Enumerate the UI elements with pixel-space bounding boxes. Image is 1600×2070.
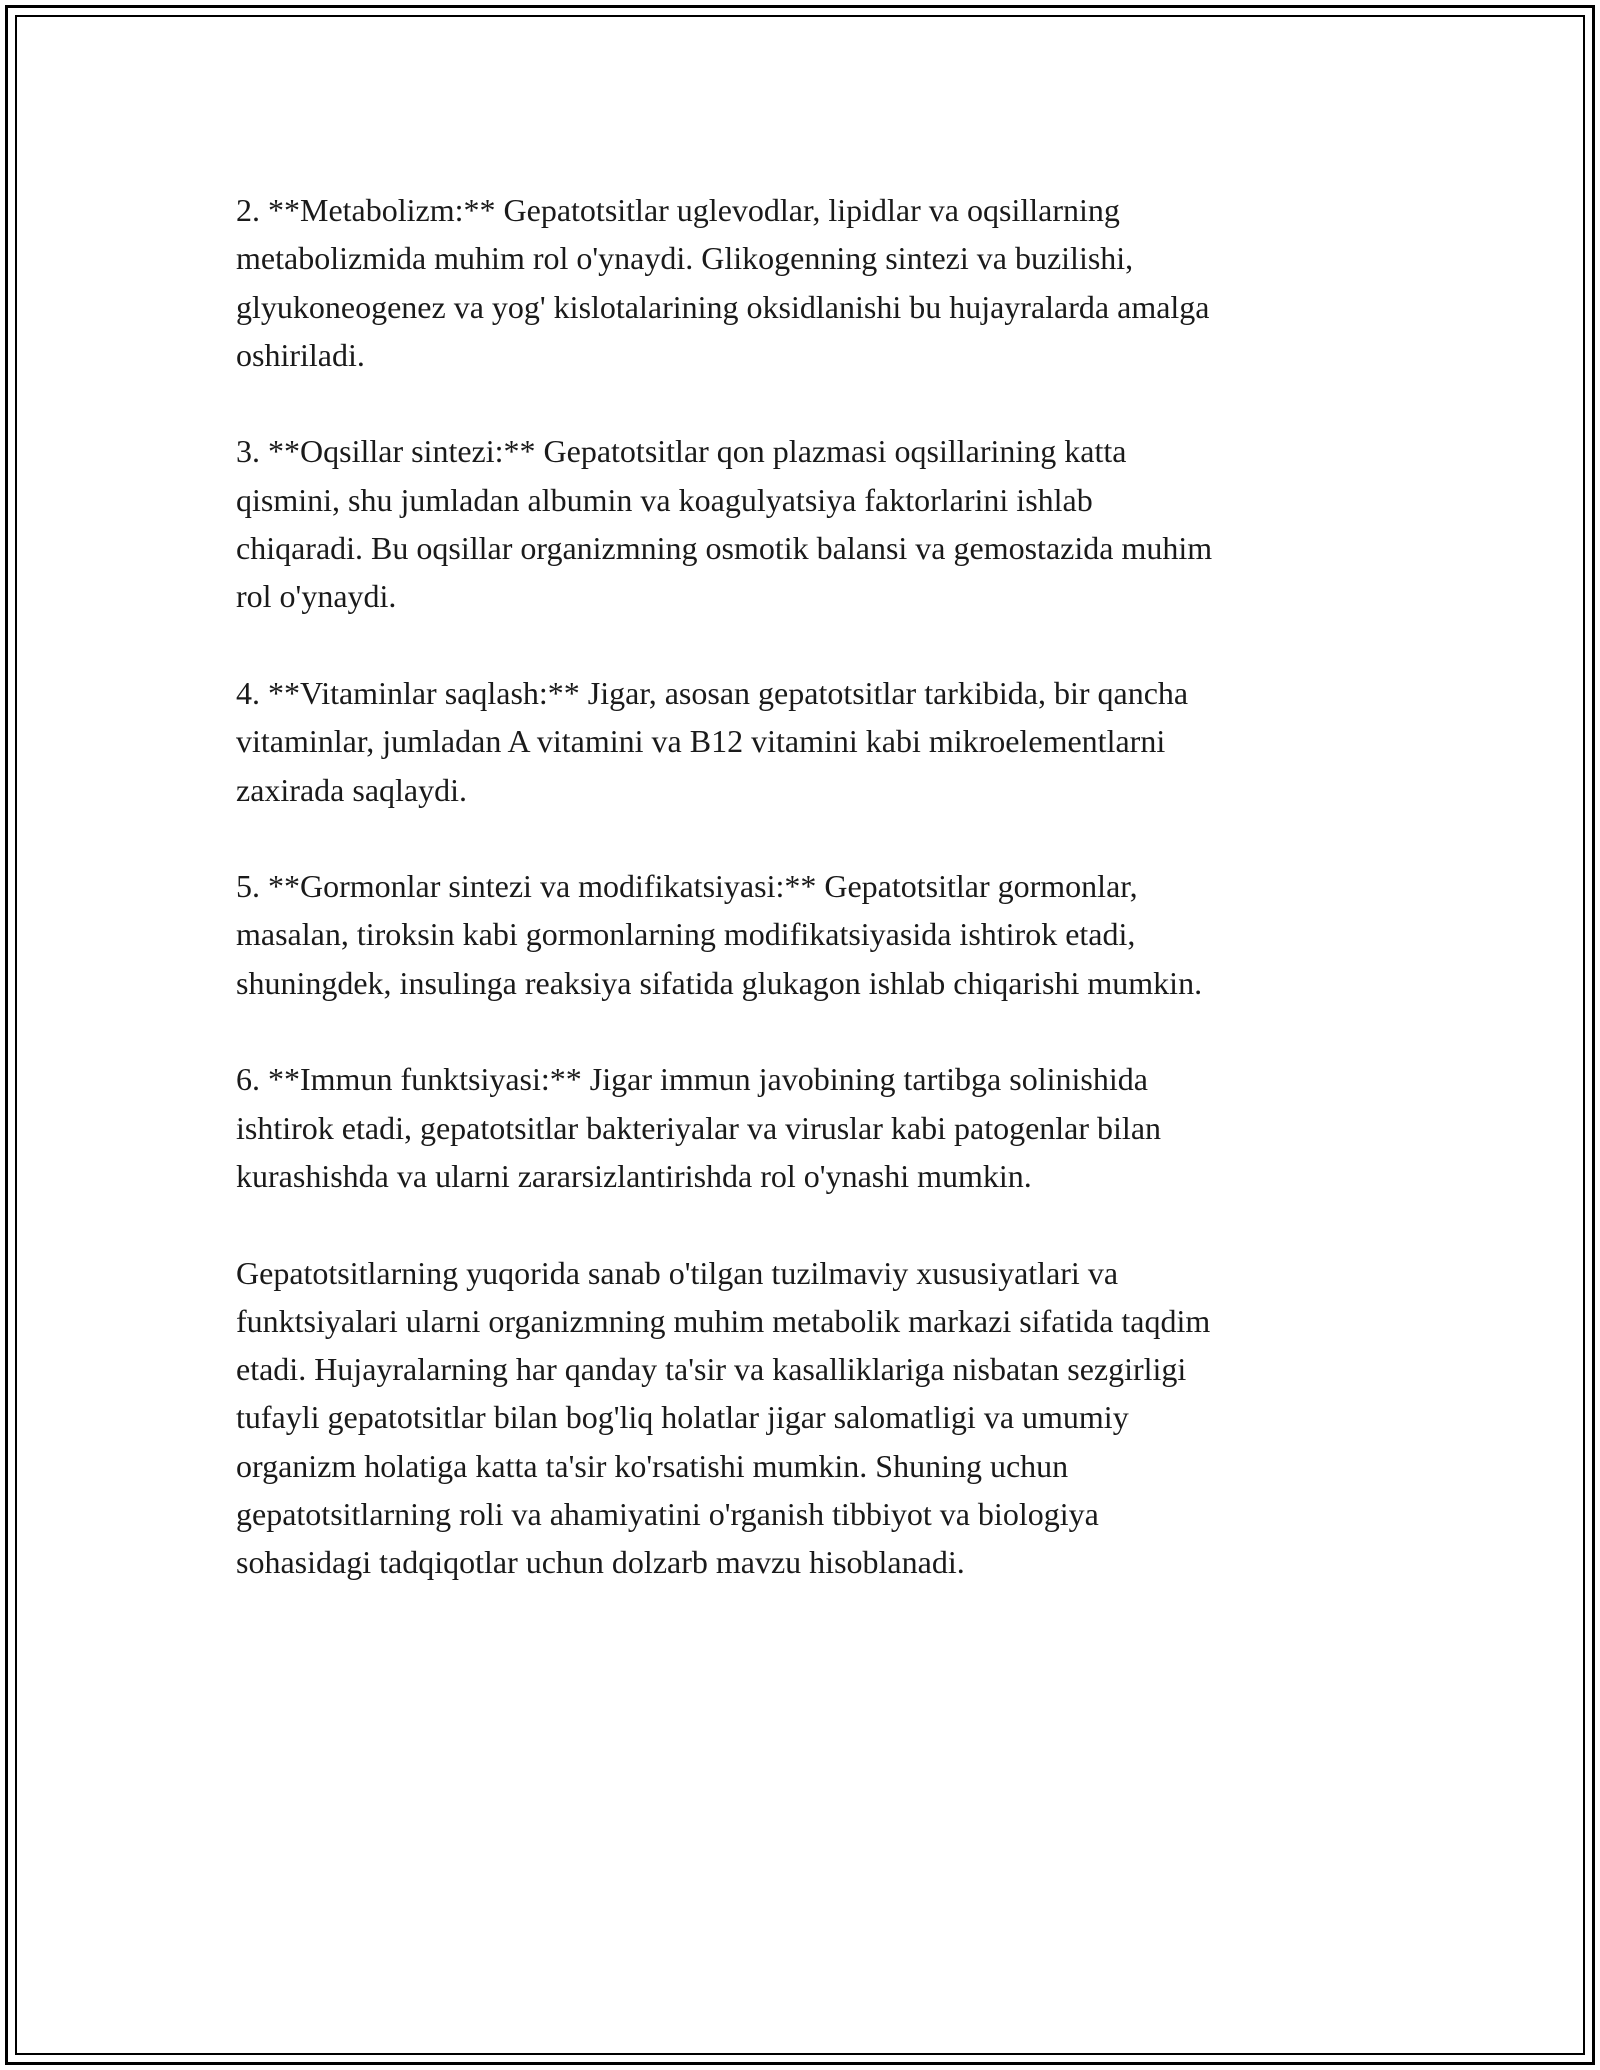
- paragraph-gormonlar-sintezi: 5. **Gormonlar sintezi va modifikatsiyasi:** Gepatotsitlar gormonlar, masalan, tiroksin kabi gormonlarning modifikatsiyasida ishtirok etadi, shuningdek, insulinga reaksiya sifatida glukagon ishlab chiqarishi mumkin.: [236, 868, 1203, 1001]
- paragraph-conclusion: Gepatotsitlarning yuqorida sanab o'tilgan tuzilmaviy xususiyatlari va funktsiyalari ularni organizmning muhim metabolik markazi sifatida taqdim etadi. Hujayralarning har qanday ta'sir va kasalliklariga nisbatan sezgirligi tufayli gepatotsitlar bilan bog'liq holatlar jigar salomatligi va umumiy organizm holatiga katta ta'sir ko'rsatishi mumkin. Shuning uchun gepatotsitlarning roli va ahamiyatini o'rganish tibbiyot va biologiya sohasidagi tadqiqotlar uchun dolzarb mavzu hisoblanadi.: [236, 1254, 1211, 1581]
- document-body: [236, 186, 1366, 1635]
- paragraph-oqsillar-sintezi: 3. **Oqsillar sintezi:** Gepatotsitlar qon plazmasi oqsillarining katta qismini, shu jumladan albumin va koagulyatsiya faktorlarini ishlab chiqaradi. Bu oqsillar organizmning osmotik balansi va gemostazida muhim rol o'ynaydi.: [236, 433, 1213, 615]
- paragraph-immun-funktsiyasi: 6. **Immun funktsiyasi:** Jigar immun javobining tartibga solinishida ishtirok etadi, gepatotsitlar bakteriyalar va viruslar kabi patogenlar bilan kurashishda va ularni zararsizlantirishda rol o'ynashi mumkin.: [236, 1061, 1162, 1194]
- paragraph-vitaminlar-saqlash: 4. **Vitaminlar saqlash:** Jigar, asosan gepatotsitlar tarkibida, bir qancha vitaminlar, jumladan A vitamini va B12 vitamini kabi mikroelementlarni zaxirada saqlaydi.: [236, 674, 1189, 808]
- paragraph-metabolizm: 2. **Metabolizm:** Gepatotsitlar uglevodlar, lipidlar va oqsillarning metabolizmida muhim rol o'ynaydi. Glikogenning sintezi va buzilishi, glyukoneogenez va yog' kislotalarining oksidlanishi bu hujayralarda amalga oshiriladi.: [236, 192, 1210, 373]
